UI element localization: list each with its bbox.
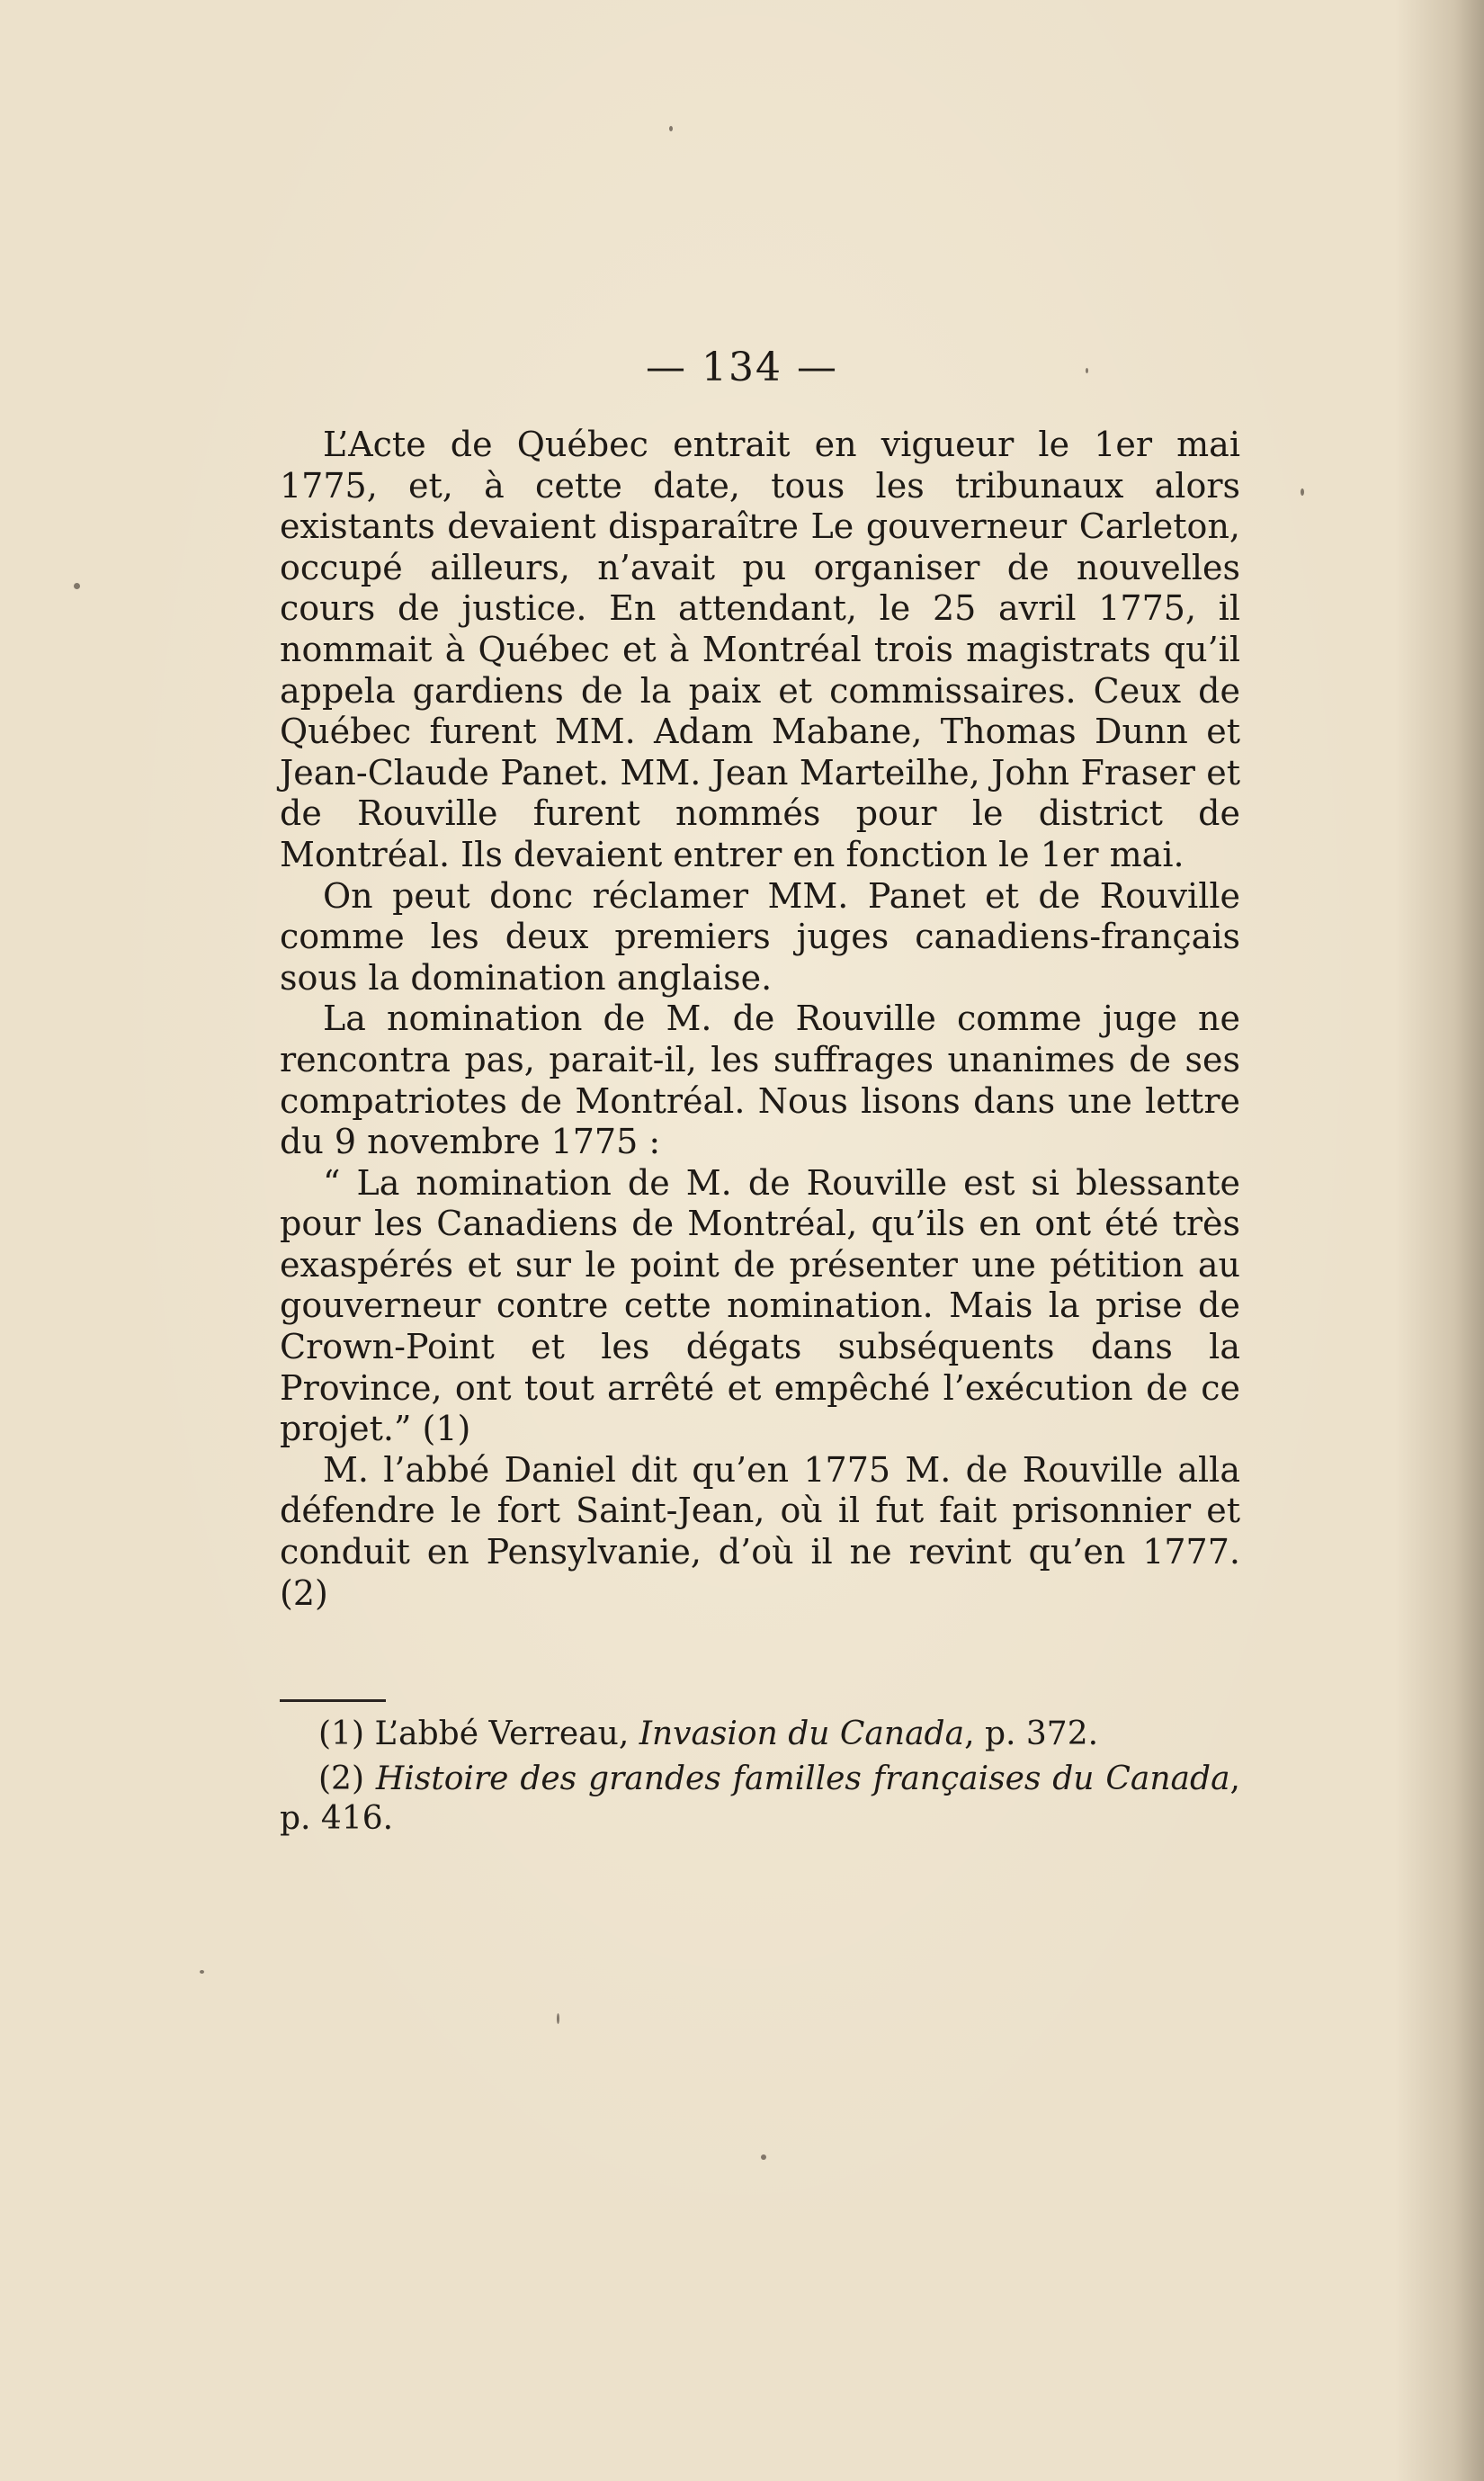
footnote-marker: (1) <box>318 1715 364 1752</box>
footnote-title: Histoire des grandes familles françaises du Canada <box>375 1760 1230 1797</box>
footnote-1 <box>280 1715 1240 1754</box>
paragraph-nomination-rouville: La nomination de M. de Rouville comme juge ne rencontra pas, parait-il, les suffrages unanimes de ses compatriotes de Montréal. Nous lisons dans une lettre du 9 novembre 1775 : <box>280 999 1240 1162</box>
paper-speck <box>1301 488 1304 496</box>
footnote-text: , p. 416. <box>280 1760 1240 1837</box>
footnote-marker: (2) <box>318 1760 364 1797</box>
footnote-text <box>364 1760 376 1797</box>
page-number: — 134 — <box>646 345 838 390</box>
paragraph-abbe-daniel: M. l’abbé Daniel dit qu’en 1775 M. de Rouville alla défendre le fort Saint-Jean, où il fut fait prisonnier et conduit en Pensylvanie, d’où il ne revint qu’en 1777. (2) <box>280 1449 1240 1613</box>
footnote-title: Invasion du Canada <box>639 1715 965 1752</box>
paragraph-acte-de-quebec: L’Acte de Québec entrait en vigueur le 1er mai 1775, et, à cette date, tous les tribunaux alors existants devaient disparaître Le gouverneur Carleton, occupé ailleurs, n’avait pu organiser de nouvelles cours de justice. En attendant, le 25 avril 1775, il nommait à Québec et à Montréal trois magistrats qu’il appela gardiens de la paix et commissaires. Ceux de Québec furent MM. Adam Mabane, Thomas Dunn et Jean-Claude Panet. MM. Jean Marteilhe, John Fraser et de Rouville furent nommés pour le district de Montréal. Ils devaient entrer en fonction le 1er mai. <box>280 425 1240 874</box>
footnotes <box>280 1715 1240 1844</box>
body-text <box>280 425 1240 1614</box>
paragraph-premiers-juges: On peut donc réclamer MM. Panet et de Rouville comme les deux premiers juges canadiens-français sous la domination anglaise. <box>280 875 1240 998</box>
footnote-text: L’abbé Verreau, <box>364 1715 639 1752</box>
paragraph-lettre-citation: “ La nomination de M. de Rouville est si blessante pour les Canadiens de Montréal, qu’ils en ont été très exaspérés et sur le point de présenter une pétition au gouverneur contre cette nomination. Mais la prise de Crown-Point et les dégats subséquents dans la Province, ont tout arrêté et empêché l’exécution de ce projet.” (1) <box>280 1162 1240 1449</box>
footnote-2 <box>280 1760 1240 1839</box>
paper-speck <box>1086 368 1088 373</box>
paper-speck <box>557 2013 559 2024</box>
paper-speck <box>200 1970 204 1974</box>
paper-speck <box>74 583 80 589</box>
paper-speck <box>761 2154 766 2160</box>
footnote-divider <box>280 1699 386 1702</box>
footnote-text: , p. 372. <box>964 1715 1099 1752</box>
paper-speck <box>669 126 673 131</box>
